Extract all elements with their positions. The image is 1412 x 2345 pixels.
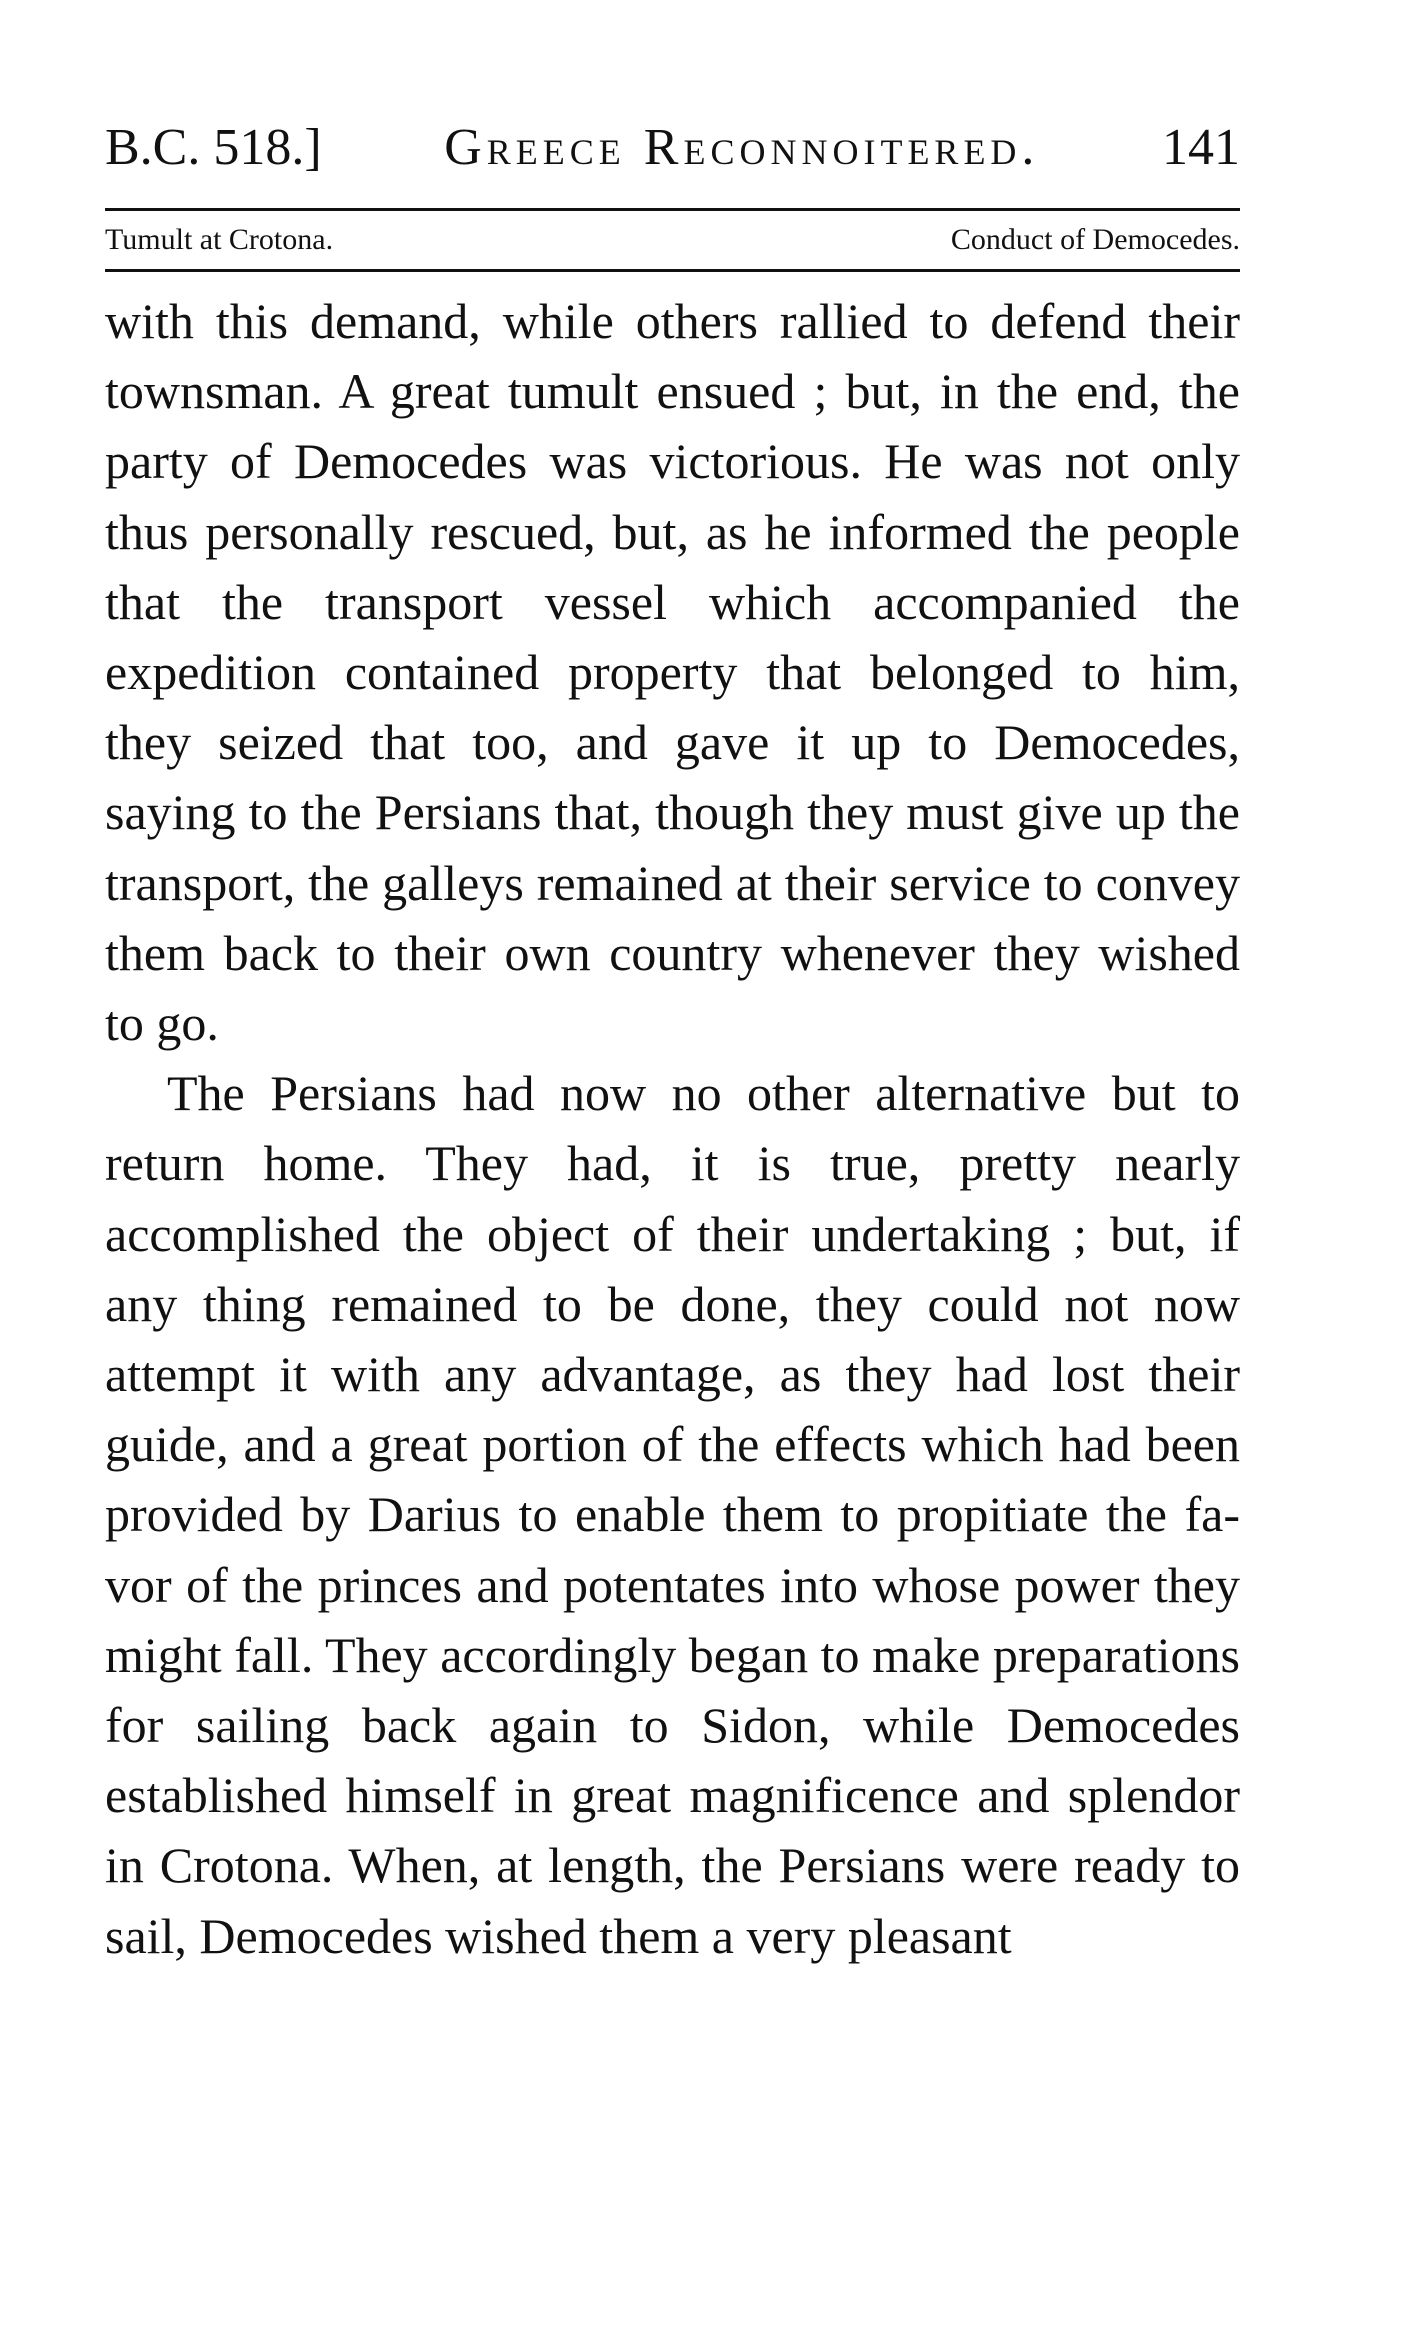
page-number: 141 [1161,119,1240,176]
book-page [105,110,1240,1971]
header-title: Greece Reconnoitered. [444,119,1040,176]
header-rule-bottom [105,269,1240,272]
subheader [105,211,1240,269]
header-date: B.C. 518.] [105,119,322,176]
subheader-right: Conduct of Democedes. [950,223,1240,256]
paragraph-2: The Persians had now no other alternative but to return home. They had, it is true, pretty nearly accomplished the object of their undertaking ; but, if any thing remained to be done, they could not now attempt it with any advantage, as they had lost their guide, and a great portion of the effects which had been provided by Darius to enable them to propitiate the favor of the princes and potentates into whose power they might fall. They accordingly began to make preparations for sailing back again to Sidon, while Democedes established himself in great magnificence and splendor in Crotona. When, at length, the Persians were ready to sail, Democedes wished them a very pleasant [105,1065,1240,1964]
paragraph-1: with this demand, while others rallied to defend their townsman. A great tumult ensued ; but, in the end, the party of Democedes was victorious. He was not only thus personally rescued, but, as he informed the people that the transport vessel which accompanied the expedition contained property that belonged to him, they seized that too, and gave it up to Democedes, saying to the Persians that, though they must give up the transport, the galleys remained at their service to convey them back to their own country whenever they wished to go. [105,293,1240,1052]
running-head [105,110,1240,186]
body-text [105,286,1240,1971]
subheader-left: Tumult at Crotona. [105,223,334,256]
